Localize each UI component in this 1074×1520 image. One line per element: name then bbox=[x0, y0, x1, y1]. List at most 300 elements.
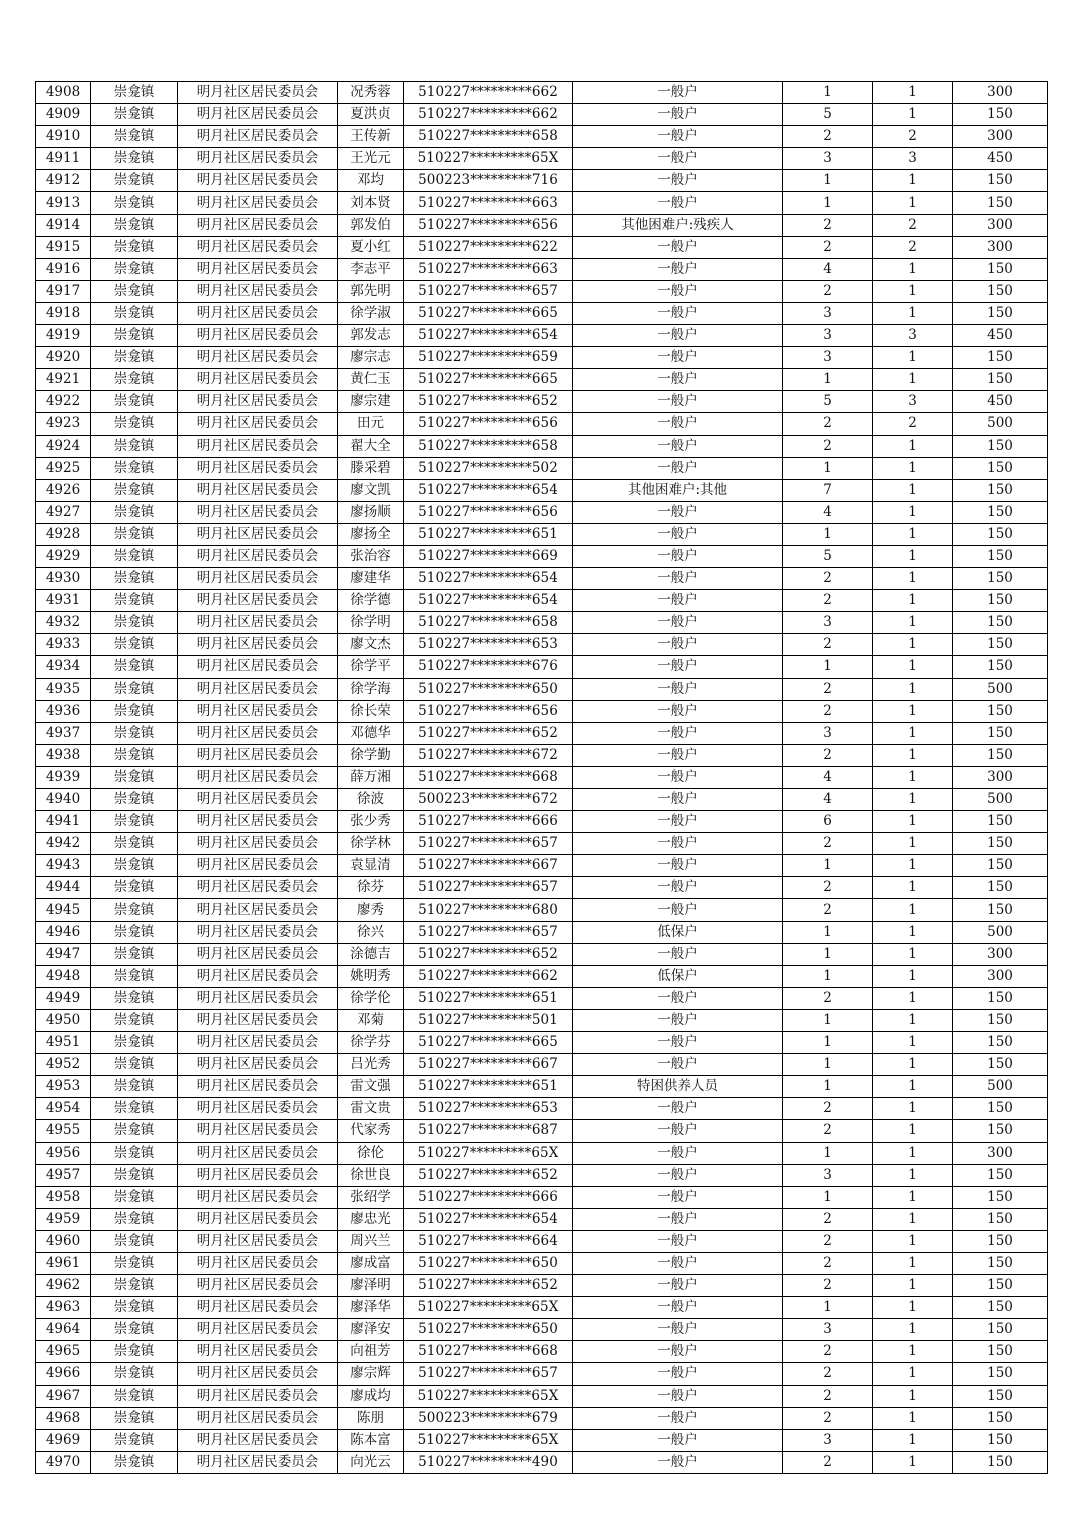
row-number-cell: 4940 bbox=[36, 789, 91, 811]
family-size-cell: 5 bbox=[783, 104, 873, 126]
id-number-cell: 510227*********650 bbox=[404, 1319, 573, 1341]
town-cell: 崇龛镇 bbox=[91, 82, 178, 104]
name-cell: 廖秀 bbox=[338, 899, 404, 921]
table-row bbox=[36, 369, 1048, 391]
committee-cell: 明月社区居民委员会 bbox=[178, 1319, 338, 1341]
town-cell: 崇龛镇 bbox=[91, 1120, 178, 1142]
town-cell: 崇龛镇 bbox=[91, 1252, 178, 1274]
household-type-cell: 一般户 bbox=[573, 302, 783, 324]
table-row bbox=[36, 1186, 1048, 1208]
table-row bbox=[36, 413, 1048, 435]
amount-cell: 150 bbox=[953, 700, 1048, 722]
household-type-cell: 一般户 bbox=[573, 678, 783, 700]
town-cell: 崇龛镇 bbox=[91, 1297, 178, 1319]
town-cell: 崇龛镇 bbox=[91, 877, 178, 899]
beneficiary-count-cell: 1 bbox=[873, 612, 953, 634]
id-number-cell: 510227*********658 bbox=[404, 612, 573, 634]
beneficiary-count-cell: 1 bbox=[873, 1164, 953, 1186]
id-number-cell: 500223*********672 bbox=[404, 789, 573, 811]
table-row bbox=[36, 391, 1048, 413]
beneficiary-count-cell: 1 bbox=[873, 678, 953, 700]
table-row bbox=[36, 855, 1048, 877]
household-type-cell: 一般户 bbox=[573, 987, 783, 1009]
table-row bbox=[36, 590, 1048, 612]
amount-cell: 150 bbox=[953, 899, 1048, 921]
table-row bbox=[36, 302, 1048, 324]
name-cell: 廖扬全 bbox=[338, 523, 404, 545]
amount-cell: 150 bbox=[953, 457, 1048, 479]
beneficiary-count-cell: 1 bbox=[873, 744, 953, 766]
id-number-cell: 510227*********687 bbox=[404, 1120, 573, 1142]
amount-cell: 150 bbox=[953, 170, 1048, 192]
name-cell: 郭先明 bbox=[338, 280, 404, 302]
amount-cell: 300 bbox=[953, 214, 1048, 236]
table-row bbox=[36, 921, 1048, 943]
name-cell: 周兴兰 bbox=[338, 1230, 404, 1252]
beneficiary-count-cell: 1 bbox=[873, 1142, 953, 1164]
beneficiary-count-cell: 1 bbox=[873, 1230, 953, 1252]
row-number-cell: 4959 bbox=[36, 1208, 91, 1230]
amount-cell: 500 bbox=[953, 789, 1048, 811]
name-cell: 陈本富 bbox=[338, 1429, 404, 1451]
row-number-cell: 4908 bbox=[36, 82, 91, 104]
id-number-cell: 510227*********658 bbox=[404, 126, 573, 148]
family-size-cell: 2 bbox=[783, 1275, 873, 1297]
family-size-cell: 2 bbox=[783, 877, 873, 899]
name-cell: 邓菊 bbox=[338, 1009, 404, 1031]
table-row bbox=[36, 479, 1048, 501]
family-size-cell: 3 bbox=[783, 612, 873, 634]
table-row bbox=[36, 1142, 1048, 1164]
committee-cell: 明月社区居民委员会 bbox=[178, 899, 338, 921]
town-cell: 崇龛镇 bbox=[91, 435, 178, 457]
household-type-cell: 一般户 bbox=[573, 258, 783, 280]
family-size-cell: 6 bbox=[783, 811, 873, 833]
id-number-cell: 510227*********65X bbox=[404, 1142, 573, 1164]
id-number-cell: 510227*********652 bbox=[404, 943, 573, 965]
town-cell: 崇龛镇 bbox=[91, 545, 178, 567]
family-size-cell: 1 bbox=[783, 1009, 873, 1031]
name-cell: 廖宗志 bbox=[338, 347, 404, 369]
committee-cell: 明月社区居民委员会 bbox=[178, 280, 338, 302]
town-cell: 崇龛镇 bbox=[91, 413, 178, 435]
family-size-cell: 2 bbox=[783, 634, 873, 656]
amount-cell: 150 bbox=[953, 104, 1048, 126]
amount-cell: 150 bbox=[953, 258, 1048, 280]
town-cell: 崇龛镇 bbox=[91, 479, 178, 501]
committee-cell: 明月社区居民委员会 bbox=[178, 855, 338, 877]
row-number-cell: 4937 bbox=[36, 722, 91, 744]
name-cell: 廖成富 bbox=[338, 1252, 404, 1274]
amount-cell: 150 bbox=[953, 369, 1048, 391]
row-number-cell: 4944 bbox=[36, 877, 91, 899]
town-cell: 崇龛镇 bbox=[91, 744, 178, 766]
household-type-cell: 一般户 bbox=[573, 126, 783, 148]
family-size-cell: 2 bbox=[783, 700, 873, 722]
table-row bbox=[36, 766, 1048, 788]
row-number-cell: 4961 bbox=[36, 1252, 91, 1274]
id-number-cell: 510227*********663 bbox=[404, 258, 573, 280]
family-size-cell: 2 bbox=[783, 568, 873, 590]
id-number-cell: 510227*********651 bbox=[404, 1076, 573, 1098]
beneficiary-count-cell: 1 bbox=[873, 833, 953, 855]
family-size-cell: 1 bbox=[783, 1076, 873, 1098]
town-cell: 崇龛镇 bbox=[91, 325, 178, 347]
amount-cell: 150 bbox=[953, 1054, 1048, 1076]
household-type-cell: 一般户 bbox=[573, 1032, 783, 1054]
name-cell: 徐学德 bbox=[338, 590, 404, 612]
row-number-cell: 4962 bbox=[36, 1275, 91, 1297]
town-cell: 崇龛镇 bbox=[91, 104, 178, 126]
row-number-cell: 4938 bbox=[36, 744, 91, 766]
family-size-cell: 2 bbox=[783, 236, 873, 258]
amount-cell: 150 bbox=[953, 1429, 1048, 1451]
amount-cell: 150 bbox=[953, 1230, 1048, 1252]
amount-cell: 500 bbox=[953, 921, 1048, 943]
table-row bbox=[36, 214, 1048, 236]
table-row bbox=[36, 789, 1048, 811]
household-type-cell: 一般户 bbox=[573, 148, 783, 170]
family-size-cell: 1 bbox=[783, 1142, 873, 1164]
amount-cell: 150 bbox=[953, 1208, 1048, 1230]
id-number-cell: 510227*********657 bbox=[404, 877, 573, 899]
name-cell: 徐长荣 bbox=[338, 700, 404, 722]
name-cell: 张少秀 bbox=[338, 811, 404, 833]
id-number-cell: 510227*********669 bbox=[404, 545, 573, 567]
town-cell: 崇龛镇 bbox=[91, 1098, 178, 1120]
id-number-cell: 510227*********656 bbox=[404, 214, 573, 236]
id-number-cell: 510227*********665 bbox=[404, 1032, 573, 1054]
row-number-cell: 4922 bbox=[36, 391, 91, 413]
family-size-cell: 4 bbox=[783, 766, 873, 788]
id-number-cell: 510227*********654 bbox=[404, 479, 573, 501]
family-size-cell: 1 bbox=[783, 170, 873, 192]
family-size-cell: 4 bbox=[783, 501, 873, 523]
row-number-cell: 4964 bbox=[36, 1319, 91, 1341]
name-cell: 滕采碧 bbox=[338, 457, 404, 479]
table-row bbox=[36, 148, 1048, 170]
beneficiary-count-cell: 1 bbox=[873, 280, 953, 302]
household-type-cell: 一般户 bbox=[573, 413, 783, 435]
amount-cell: 150 bbox=[953, 590, 1048, 612]
town-cell: 崇龛镇 bbox=[91, 170, 178, 192]
family-size-cell: 1 bbox=[783, 1032, 873, 1054]
table-row bbox=[36, 722, 1048, 744]
row-number-cell: 4934 bbox=[36, 656, 91, 678]
amount-cell: 150 bbox=[953, 1186, 1048, 1208]
committee-cell: 明月社区居民委员会 bbox=[178, 590, 338, 612]
name-cell: 夏小红 bbox=[338, 236, 404, 258]
row-number-cell: 4963 bbox=[36, 1297, 91, 1319]
household-type-cell: 一般户 bbox=[573, 855, 783, 877]
family-size-cell: 2 bbox=[783, 590, 873, 612]
table-row bbox=[36, 457, 1048, 479]
id-number-cell: 510227*********656 bbox=[404, 413, 573, 435]
town-cell: 崇龛镇 bbox=[91, 280, 178, 302]
town-cell: 崇龛镇 bbox=[91, 214, 178, 236]
beneficiary-count-cell: 1 bbox=[873, 369, 953, 391]
household-type-cell: 一般户 bbox=[573, 236, 783, 258]
id-number-cell: 510227*********653 bbox=[404, 1098, 573, 1120]
name-cell: 张治容 bbox=[338, 545, 404, 567]
row-number-cell: 4921 bbox=[36, 369, 91, 391]
row-number-cell: 4967 bbox=[36, 1385, 91, 1407]
beneficiary-count-cell: 1 bbox=[873, 987, 953, 1009]
row-number-cell: 4931 bbox=[36, 590, 91, 612]
household-type-cell: 一般户 bbox=[573, 833, 783, 855]
table-row bbox=[36, 943, 1048, 965]
committee-cell: 明月社区居民委员会 bbox=[178, 921, 338, 943]
row-number-cell: 4939 bbox=[36, 766, 91, 788]
family-size-cell: 5 bbox=[783, 391, 873, 413]
town-cell: 崇龛镇 bbox=[91, 1186, 178, 1208]
id-number-cell: 510227*********657 bbox=[404, 921, 573, 943]
town-cell: 崇龛镇 bbox=[91, 1009, 178, 1031]
table-row bbox=[36, 744, 1048, 766]
id-number-cell: 510227*********650 bbox=[404, 678, 573, 700]
id-number-cell: 510227*********680 bbox=[404, 899, 573, 921]
id-number-cell: 510227*********662 bbox=[404, 82, 573, 104]
household-type-cell: 一般户 bbox=[573, 1385, 783, 1407]
town-cell: 崇龛镇 bbox=[91, 965, 178, 987]
row-number-cell: 4949 bbox=[36, 987, 91, 1009]
beneficiary-count-cell: 2 bbox=[873, 126, 953, 148]
amount-cell: 300 bbox=[953, 943, 1048, 965]
beneficiary-count-cell: 2 bbox=[873, 413, 953, 435]
household-type-cell: 一般户 bbox=[573, 325, 783, 347]
name-cell: 雷文强 bbox=[338, 1076, 404, 1098]
household-type-cell: 一般户 bbox=[573, 1120, 783, 1142]
beneficiary-count-cell: 1 bbox=[873, 479, 953, 501]
id-number-cell: 510227*********622 bbox=[404, 236, 573, 258]
household-type-cell: 一般户 bbox=[573, 943, 783, 965]
table-row bbox=[36, 1275, 1048, 1297]
name-cell: 姚明秀 bbox=[338, 965, 404, 987]
name-cell: 田元 bbox=[338, 413, 404, 435]
family-size-cell: 3 bbox=[783, 1164, 873, 1186]
row-number-cell: 4965 bbox=[36, 1341, 91, 1363]
amount-cell: 150 bbox=[953, 479, 1048, 501]
table-row bbox=[36, 1009, 1048, 1031]
household-type-cell: 一般户 bbox=[573, 1009, 783, 1031]
row-number-cell: 4918 bbox=[36, 302, 91, 324]
row-number-cell: 4956 bbox=[36, 1142, 91, 1164]
town-cell: 崇龛镇 bbox=[91, 722, 178, 744]
beneficiary-count-cell: 1 bbox=[873, 921, 953, 943]
amount-cell: 450 bbox=[953, 148, 1048, 170]
family-size-cell: 2 bbox=[783, 1385, 873, 1407]
name-cell: 吕光秀 bbox=[338, 1054, 404, 1076]
committee-cell: 明月社区居民委员会 bbox=[178, 347, 338, 369]
amount-cell: 150 bbox=[953, 568, 1048, 590]
town-cell: 崇龛镇 bbox=[91, 656, 178, 678]
town-cell: 崇龛镇 bbox=[91, 1230, 178, 1252]
id-number-cell: 510227*********666 bbox=[404, 811, 573, 833]
name-cell: 徐兴 bbox=[338, 921, 404, 943]
household-type-cell: 低保户 bbox=[573, 965, 783, 987]
household-type-cell: 一般户 bbox=[573, 170, 783, 192]
row-number-cell: 4924 bbox=[36, 435, 91, 457]
household-type-cell: 一般户 bbox=[573, 1186, 783, 1208]
household-type-cell: 一般户 bbox=[573, 545, 783, 567]
beneficiary-count-cell: 1 bbox=[873, 545, 953, 567]
town-cell: 崇龛镇 bbox=[91, 811, 178, 833]
committee-cell: 明月社区居民委员会 bbox=[178, 148, 338, 170]
id-number-cell: 510227*********662 bbox=[404, 104, 573, 126]
committee-cell: 明月社区居民委员会 bbox=[178, 104, 338, 126]
id-number-cell: 510227*********652 bbox=[404, 1275, 573, 1297]
document-page bbox=[35, 81, 1047, 1474]
row-number-cell: 4914 bbox=[36, 214, 91, 236]
family-size-cell: 2 bbox=[783, 833, 873, 855]
row-number-cell: 4943 bbox=[36, 855, 91, 877]
committee-cell: 明月社区居民委员会 bbox=[178, 789, 338, 811]
town-cell: 崇龛镇 bbox=[91, 1032, 178, 1054]
amount-cell: 150 bbox=[953, 347, 1048, 369]
beneficiary-count-cell: 1 bbox=[873, 435, 953, 457]
name-cell: 袁显清 bbox=[338, 855, 404, 877]
committee-cell: 明月社区居民委员会 bbox=[178, 1076, 338, 1098]
town-cell: 崇龛镇 bbox=[91, 766, 178, 788]
name-cell: 徐芬 bbox=[338, 877, 404, 899]
committee-cell: 明月社区居民委员会 bbox=[178, 1407, 338, 1429]
beneficiary-count-cell: 1 bbox=[873, 1208, 953, 1230]
household-type-cell: 一般户 bbox=[573, 435, 783, 457]
amount-cell: 150 bbox=[953, 612, 1048, 634]
id-number-cell: 510227*********657 bbox=[404, 833, 573, 855]
table-row bbox=[36, 1252, 1048, 1274]
household-type-cell: 一般户 bbox=[573, 104, 783, 126]
family-size-cell: 2 bbox=[783, 435, 873, 457]
beneficiary-count-cell: 1 bbox=[873, 899, 953, 921]
name-cell: 翟大全 bbox=[338, 435, 404, 457]
name-cell: 徐学伦 bbox=[338, 987, 404, 1009]
household-type-cell: 一般户 bbox=[573, 634, 783, 656]
name-cell: 徐波 bbox=[338, 789, 404, 811]
household-type-cell: 一般户 bbox=[573, 347, 783, 369]
beneficiary-count-cell: 1 bbox=[873, 457, 953, 479]
row-number-cell: 4909 bbox=[36, 104, 91, 126]
name-cell: 廖成均 bbox=[338, 1385, 404, 1407]
row-number-cell: 4928 bbox=[36, 523, 91, 545]
household-type-cell: 一般户 bbox=[573, 82, 783, 104]
town-cell: 崇龛镇 bbox=[91, 855, 178, 877]
row-number-cell: 4936 bbox=[36, 700, 91, 722]
beneficiary-count-cell: 1 bbox=[873, 302, 953, 324]
beneficiary-count-cell: 1 bbox=[873, 1429, 953, 1451]
committee-cell: 明月社区居民委员会 bbox=[178, 1429, 338, 1451]
name-cell: 廖建华 bbox=[338, 568, 404, 590]
family-size-cell: 2 bbox=[783, 1363, 873, 1385]
beneficiary-count-cell: 1 bbox=[873, 170, 953, 192]
household-type-cell: 一般户 bbox=[573, 568, 783, 590]
table-row bbox=[36, 1407, 1048, 1429]
id-number-cell: 510227*********650 bbox=[404, 1252, 573, 1274]
amount-cell: 150 bbox=[953, 1009, 1048, 1031]
family-size-cell: 1 bbox=[783, 523, 873, 545]
committee-cell: 明月社区居民委员会 bbox=[178, 1186, 338, 1208]
family-size-cell: 3 bbox=[783, 325, 873, 347]
amount-cell: 150 bbox=[953, 1385, 1048, 1407]
family-size-cell: 4 bbox=[783, 789, 873, 811]
beneficiary-count-cell: 1 bbox=[873, 1009, 953, 1031]
committee-cell: 明月社区居民委员会 bbox=[178, 987, 338, 1009]
id-number-cell: 510227*********651 bbox=[404, 523, 573, 545]
family-size-cell: 2 bbox=[783, 1341, 873, 1363]
row-number-cell: 4948 bbox=[36, 965, 91, 987]
amount-cell: 500 bbox=[953, 678, 1048, 700]
name-cell: 况秀蓉 bbox=[338, 82, 404, 104]
beneficiary-count-cell: 1 bbox=[873, 1252, 953, 1274]
id-number-cell: 510227*********665 bbox=[404, 369, 573, 391]
amount-cell: 150 bbox=[953, 1451, 1048, 1473]
id-number-cell: 510227*********659 bbox=[404, 347, 573, 369]
amount-cell: 300 bbox=[953, 766, 1048, 788]
family-size-cell: 2 bbox=[783, 744, 873, 766]
id-number-cell: 510227*********652 bbox=[404, 722, 573, 744]
row-number-cell: 4953 bbox=[36, 1076, 91, 1098]
beneficiary-count-cell: 1 bbox=[873, 523, 953, 545]
id-number-cell: 510227*********654 bbox=[404, 568, 573, 590]
beneficiary-count-cell: 2 bbox=[873, 236, 953, 258]
household-type-cell: 一般户 bbox=[573, 523, 783, 545]
table-row bbox=[36, 1341, 1048, 1363]
id-number-cell: 510227*********668 bbox=[404, 766, 573, 788]
name-cell: 张绍学 bbox=[338, 1186, 404, 1208]
table-row bbox=[36, 877, 1048, 899]
beneficiary-count-cell: 1 bbox=[873, 347, 953, 369]
town-cell: 崇龛镇 bbox=[91, 523, 178, 545]
row-number-cell: 4929 bbox=[36, 545, 91, 567]
committee-cell: 明月社区居民委员会 bbox=[178, 126, 338, 148]
household-type-cell: 一般户 bbox=[573, 1252, 783, 1274]
beneficiary-count-cell: 1 bbox=[873, 1076, 953, 1098]
committee-cell: 明月社区居民委员会 bbox=[178, 1385, 338, 1407]
id-number-cell: 510227*********652 bbox=[404, 391, 573, 413]
amount-cell: 150 bbox=[953, 1363, 1048, 1385]
row-number-cell: 4915 bbox=[36, 236, 91, 258]
row-number-cell: 4920 bbox=[36, 347, 91, 369]
row-number-cell: 4935 bbox=[36, 678, 91, 700]
row-number-cell: 4932 bbox=[36, 612, 91, 634]
family-size-cell: 1 bbox=[783, 1297, 873, 1319]
family-size-cell: 2 bbox=[783, 678, 873, 700]
row-number-cell: 4910 bbox=[36, 126, 91, 148]
town-cell: 崇龛镇 bbox=[91, 700, 178, 722]
table-row bbox=[36, 1297, 1048, 1319]
table-row bbox=[36, 1451, 1048, 1473]
family-size-cell: 5 bbox=[783, 545, 873, 567]
beneficiary-count-cell: 1 bbox=[873, 258, 953, 280]
row-number-cell: 4913 bbox=[36, 192, 91, 214]
town-cell: 崇龛镇 bbox=[91, 1385, 178, 1407]
household-table bbox=[35, 81, 1048, 1474]
row-number-cell: 4957 bbox=[36, 1164, 91, 1186]
family-size-cell: 1 bbox=[783, 192, 873, 214]
id-number-cell: 510227*********656 bbox=[404, 700, 573, 722]
table-row bbox=[36, 678, 1048, 700]
row-number-cell: 4942 bbox=[36, 833, 91, 855]
household-type-cell: 一般户 bbox=[573, 1054, 783, 1076]
family-size-cell: 3 bbox=[783, 302, 873, 324]
beneficiary-count-cell: 1 bbox=[873, 1098, 953, 1120]
committee-cell: 明月社区居民委员会 bbox=[178, 1120, 338, 1142]
id-number-cell: 510227*********502 bbox=[404, 457, 573, 479]
id-number-cell: 510227*********653 bbox=[404, 634, 573, 656]
name-cell: 徐学芬 bbox=[338, 1032, 404, 1054]
name-cell: 廖泽安 bbox=[338, 1319, 404, 1341]
household-type-cell: 一般户 bbox=[573, 1297, 783, 1319]
